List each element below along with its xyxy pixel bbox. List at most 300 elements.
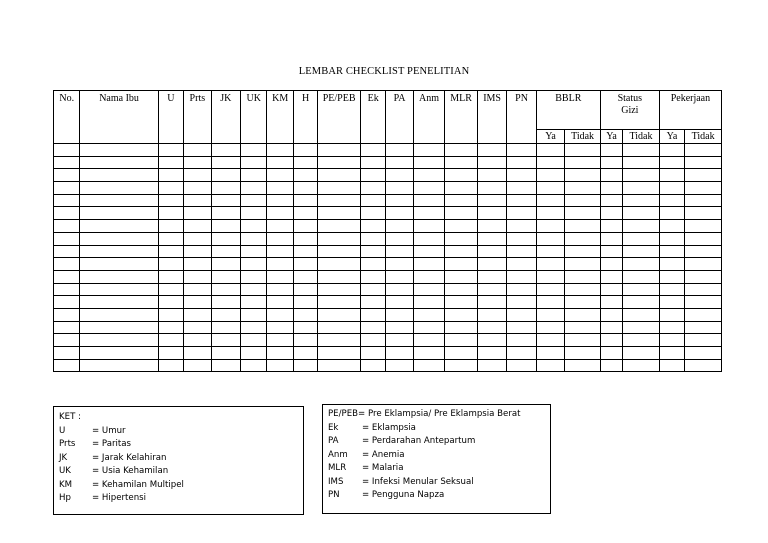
table-cell[interactable] — [507, 334, 536, 347]
table-cell[interactable] — [386, 283, 413, 296]
table-cell[interactable] — [445, 156, 478, 169]
table-cell[interactable] — [158, 347, 183, 360]
table-cell[interactable] — [685, 182, 722, 195]
table-cell[interactable] — [80, 283, 158, 296]
table-cell[interactable] — [267, 347, 293, 360]
table-cell[interactable] — [685, 194, 722, 207]
table-cell[interactable] — [623, 270, 660, 283]
table-cell[interactable] — [413, 207, 445, 220]
table-cell[interactable] — [158, 308, 183, 321]
table-cell[interactable] — [241, 347, 267, 360]
table-cell[interactable] — [685, 334, 722, 347]
table-cell[interactable] — [565, 220, 601, 233]
table-cell[interactable] — [445, 232, 478, 245]
table-cell[interactable] — [360, 245, 385, 258]
table-cell[interactable] — [445, 194, 478, 207]
table-cell[interactable] — [477, 296, 506, 309]
table-cell[interactable] — [507, 347, 536, 360]
table-cell[interactable] — [507, 359, 536, 372]
table-cell[interactable] — [293, 334, 317, 347]
table-cell[interactable] — [600, 207, 622, 220]
table-cell[interactable] — [293, 232, 317, 245]
table-cell[interactable] — [267, 156, 293, 169]
table-cell[interactable] — [158, 334, 183, 347]
table-cell[interactable] — [565, 194, 601, 207]
table-cell[interactable] — [659, 359, 684, 372]
table-cell[interactable] — [54, 270, 80, 283]
table-cell[interactable] — [536, 194, 564, 207]
table-cell[interactable] — [318, 245, 361, 258]
table-cell[interactable] — [477, 232, 506, 245]
table-cell[interactable] — [413, 194, 445, 207]
table-cell[interactable] — [293, 321, 317, 334]
table-cell[interactable] — [565, 283, 601, 296]
table-cell[interactable] — [659, 321, 684, 334]
table-cell[interactable] — [184, 232, 211, 245]
table-cell[interactable] — [413, 347, 445, 360]
table-cell[interactable] — [536, 258, 564, 271]
table-cell[interactable] — [158, 258, 183, 271]
table-cell[interactable] — [293, 359, 317, 372]
table-cell[interactable] — [267, 359, 293, 372]
table-cell[interactable] — [445, 308, 478, 321]
table-cell[interactable] — [211, 321, 240, 334]
table-cell[interactable] — [54, 283, 80, 296]
table-cell[interactable] — [386, 359, 413, 372]
table-cell[interactable] — [80, 194, 158, 207]
table-cell[interactable] — [360, 296, 385, 309]
table-cell[interactable] — [211, 169, 240, 182]
table-cell[interactable] — [386, 321, 413, 334]
table-cell[interactable] — [241, 156, 267, 169]
table-cell[interactable] — [80, 156, 158, 169]
table-cell[interactable] — [80, 144, 158, 157]
table-cell[interactable] — [318, 207, 361, 220]
table-cell[interactable] — [184, 308, 211, 321]
table-cell[interactable] — [507, 182, 536, 195]
table-cell[interactable] — [565, 182, 601, 195]
table-cell[interactable] — [360, 283, 385, 296]
table-cell[interactable] — [211, 347, 240, 360]
table-cell[interactable] — [158, 169, 183, 182]
table-cell[interactable] — [54, 359, 80, 372]
table-cell[interactable] — [659, 220, 684, 233]
table-cell[interactable] — [158, 144, 183, 157]
table-cell[interactable] — [360, 156, 385, 169]
table-cell[interactable] — [267, 207, 293, 220]
table-cell[interactable] — [158, 194, 183, 207]
table-cell[interactable] — [386, 144, 413, 157]
table-cell[interactable] — [80, 232, 158, 245]
table-cell[interactable] — [413, 334, 445, 347]
table-cell[interactable] — [536, 156, 564, 169]
table-cell[interactable] — [293, 144, 317, 157]
table-cell[interactable] — [360, 220, 385, 233]
table-cell[interactable] — [211, 194, 240, 207]
table-cell[interactable] — [318, 258, 361, 271]
table-cell[interactable] — [445, 220, 478, 233]
table-cell[interactable] — [318, 359, 361, 372]
table-cell[interactable] — [623, 156, 660, 169]
table-cell[interactable] — [565, 144, 601, 157]
table-cell[interactable] — [267, 182, 293, 195]
table-cell[interactable] — [360, 182, 385, 195]
table-cell[interactable] — [536, 270, 564, 283]
table-cell[interactable] — [54, 182, 80, 195]
table-cell[interactable] — [80, 245, 158, 258]
table-cell[interactable] — [386, 194, 413, 207]
table-cell[interactable] — [507, 169, 536, 182]
table-cell[interactable] — [158, 220, 183, 233]
table-cell[interactable] — [413, 308, 445, 321]
table-cell[interactable] — [267, 308, 293, 321]
table-cell[interactable] — [477, 194, 506, 207]
table-cell[interactable] — [477, 270, 506, 283]
table-cell[interactable] — [54, 220, 80, 233]
table-cell[interactable] — [600, 245, 622, 258]
table-cell[interactable] — [318, 194, 361, 207]
table-cell[interactable] — [386, 347, 413, 360]
table-cell[interactable] — [158, 232, 183, 245]
table-cell[interactable] — [54, 334, 80, 347]
table-cell[interactable] — [241, 144, 267, 157]
table-cell[interactable] — [184, 194, 211, 207]
table-cell[interactable] — [267, 321, 293, 334]
table-cell[interactable] — [536, 359, 564, 372]
table-cell[interactable] — [685, 347, 722, 360]
table-cell[interactable] — [507, 156, 536, 169]
table-cell[interactable] — [600, 144, 622, 157]
table-cell[interactable] — [158, 270, 183, 283]
table-cell[interactable] — [565, 347, 601, 360]
table-cell[interactable] — [445, 321, 478, 334]
table-cell[interactable] — [623, 182, 660, 195]
table-cell[interactable] — [536, 169, 564, 182]
table-cell[interactable] — [360, 194, 385, 207]
table-cell[interactable] — [360, 334, 385, 347]
table-cell[interactable] — [600, 296, 622, 309]
table-cell[interactable] — [211, 296, 240, 309]
table-cell[interactable] — [267, 232, 293, 245]
table-cell[interactable] — [293, 169, 317, 182]
table-cell[interactable] — [659, 144, 684, 157]
table-cell[interactable] — [565, 270, 601, 283]
table-cell[interactable] — [659, 207, 684, 220]
table-cell[interactable] — [659, 245, 684, 258]
table-cell[interactable] — [477, 258, 506, 271]
table-cell[interactable] — [386, 245, 413, 258]
table-cell[interactable] — [158, 156, 183, 169]
table-cell[interactable] — [241, 194, 267, 207]
table-cell[interactable] — [184, 334, 211, 347]
table-cell[interactable] — [211, 232, 240, 245]
table-cell[interactable] — [293, 308, 317, 321]
table-cell[interactable] — [413, 169, 445, 182]
table-cell[interactable] — [211, 283, 240, 296]
table-cell[interactable] — [267, 144, 293, 157]
table-cell[interactable] — [267, 194, 293, 207]
table-cell[interactable] — [600, 347, 622, 360]
table-cell[interactable] — [267, 258, 293, 271]
table-cell[interactable] — [211, 308, 240, 321]
table-cell[interactable] — [413, 220, 445, 233]
table-cell[interactable] — [659, 194, 684, 207]
table-cell[interactable] — [80, 359, 158, 372]
table-cell[interactable] — [623, 296, 660, 309]
table-cell[interactable] — [507, 144, 536, 157]
table-cell[interactable] — [360, 232, 385, 245]
table-cell[interactable] — [241, 169, 267, 182]
table-cell[interactable] — [507, 232, 536, 245]
table-cell[interactable] — [623, 220, 660, 233]
table-cell[interactable] — [507, 258, 536, 271]
table-cell[interactable] — [211, 258, 240, 271]
table-cell[interactable] — [685, 156, 722, 169]
table-cell[interactable] — [536, 321, 564, 334]
table-cell[interactable] — [158, 245, 183, 258]
table-cell[interactable] — [659, 169, 684, 182]
table-cell[interactable] — [477, 283, 506, 296]
table-cell[interactable] — [600, 182, 622, 195]
table-cell[interactable] — [293, 270, 317, 283]
table-cell[interactable] — [184, 169, 211, 182]
table-cell[interactable] — [184, 283, 211, 296]
table-cell[interactable] — [293, 296, 317, 309]
table-cell[interactable] — [507, 321, 536, 334]
table-cell[interactable] — [211, 270, 240, 283]
table-cell[interactable] — [685, 270, 722, 283]
table-cell[interactable] — [184, 156, 211, 169]
table-cell[interactable] — [318, 182, 361, 195]
table-cell[interactable] — [685, 283, 722, 296]
table-cell[interactable] — [445, 270, 478, 283]
table-cell[interactable] — [536, 220, 564, 233]
table-cell[interactable] — [184, 296, 211, 309]
table-cell[interactable] — [536, 245, 564, 258]
table-cell[interactable] — [184, 220, 211, 233]
table-cell[interactable] — [241, 182, 267, 195]
table-cell[interactable] — [565, 359, 601, 372]
table-cell[interactable] — [507, 207, 536, 220]
table-cell[interactable] — [158, 359, 183, 372]
table-cell[interactable] — [600, 169, 622, 182]
table-cell[interactable] — [158, 321, 183, 334]
table-cell[interactable] — [80, 308, 158, 321]
table-cell[interactable] — [659, 283, 684, 296]
table-cell[interactable] — [565, 232, 601, 245]
table-cell[interactable] — [158, 207, 183, 220]
table-cell[interactable] — [445, 245, 478, 258]
table-cell[interactable] — [386, 169, 413, 182]
table-cell[interactable] — [54, 232, 80, 245]
table-cell[interactable] — [600, 359, 622, 372]
table-cell[interactable] — [565, 156, 601, 169]
table-cell[interactable] — [600, 220, 622, 233]
table-cell[interactable] — [685, 258, 722, 271]
table-cell[interactable] — [413, 258, 445, 271]
table-cell[interactable] — [477, 308, 506, 321]
table-cell[interactable] — [386, 296, 413, 309]
table-cell[interactable] — [600, 321, 622, 334]
table-cell[interactable] — [267, 169, 293, 182]
table-cell[interactable] — [318, 321, 361, 334]
table-cell[interactable] — [386, 334, 413, 347]
table-cell[interactable] — [360, 321, 385, 334]
table-cell[interactable] — [318, 220, 361, 233]
table-cell[interactable] — [507, 194, 536, 207]
table-cell[interactable] — [158, 296, 183, 309]
table-cell[interactable] — [623, 207, 660, 220]
table-cell[interactable] — [360, 359, 385, 372]
table-cell[interactable] — [54, 144, 80, 157]
table-cell[interactable] — [477, 347, 506, 360]
table-cell[interactable] — [536, 207, 564, 220]
table-cell[interactable] — [623, 321, 660, 334]
table-cell[interactable] — [659, 232, 684, 245]
table-cell[interactable] — [211, 220, 240, 233]
table-cell[interactable] — [536, 283, 564, 296]
table-cell[interactable] — [413, 144, 445, 157]
table-cell[interactable] — [507, 296, 536, 309]
table-cell[interactable] — [477, 321, 506, 334]
table-cell[interactable] — [659, 296, 684, 309]
table-cell[interactable] — [623, 359, 660, 372]
table-cell[interactable] — [413, 270, 445, 283]
table-cell[interactable] — [685, 232, 722, 245]
table-cell[interactable] — [623, 347, 660, 360]
table-cell[interactable] — [80, 169, 158, 182]
table-cell[interactable] — [293, 156, 317, 169]
table-cell[interactable] — [360, 169, 385, 182]
table-cell[interactable] — [293, 194, 317, 207]
table-cell[interactable] — [536, 347, 564, 360]
table-cell[interactable] — [413, 359, 445, 372]
table-cell[interactable] — [241, 359, 267, 372]
table-cell[interactable] — [54, 296, 80, 309]
table-cell[interactable] — [184, 359, 211, 372]
table-cell[interactable] — [445, 207, 478, 220]
table-cell[interactable] — [445, 258, 478, 271]
table-cell[interactable] — [536, 334, 564, 347]
table-cell[interactable] — [445, 144, 478, 157]
table-cell[interactable] — [318, 334, 361, 347]
table-cell[interactable] — [80, 321, 158, 334]
table-cell[interactable] — [565, 169, 601, 182]
table-cell[interactable] — [386, 258, 413, 271]
table-cell[interactable] — [685, 308, 722, 321]
table-cell[interactable] — [445, 296, 478, 309]
table-cell[interactable] — [623, 283, 660, 296]
table-cell[interactable] — [685, 169, 722, 182]
table-cell[interactable] — [536, 232, 564, 245]
table-cell[interactable] — [184, 258, 211, 271]
table-cell[interactable] — [477, 245, 506, 258]
table-cell[interactable] — [241, 245, 267, 258]
table-cell[interactable] — [685, 144, 722, 157]
table-cell[interactable] — [318, 296, 361, 309]
table-cell[interactable] — [386, 182, 413, 195]
table-cell[interactable] — [477, 334, 506, 347]
table-cell[interactable] — [685, 296, 722, 309]
table-cell[interactable] — [80, 207, 158, 220]
table-cell[interactable] — [267, 334, 293, 347]
table-cell[interactable] — [623, 194, 660, 207]
table-cell[interactable] — [445, 347, 478, 360]
table-cell[interactable] — [623, 334, 660, 347]
table-cell[interactable] — [445, 334, 478, 347]
table-cell[interactable] — [293, 207, 317, 220]
table-cell[interactable] — [241, 258, 267, 271]
table-cell[interactable] — [267, 296, 293, 309]
table-cell[interactable] — [507, 283, 536, 296]
table-cell[interactable] — [536, 296, 564, 309]
table-cell[interactable] — [507, 245, 536, 258]
table-cell[interactable] — [184, 321, 211, 334]
table-cell[interactable] — [360, 270, 385, 283]
table-cell[interactable] — [536, 182, 564, 195]
table-cell[interactable] — [318, 308, 361, 321]
table-cell[interactable] — [477, 207, 506, 220]
table-cell[interactable] — [623, 308, 660, 321]
table-cell[interactable] — [600, 308, 622, 321]
table-cell[interactable] — [565, 308, 601, 321]
table-cell[interactable] — [565, 258, 601, 271]
table-cell[interactable] — [477, 359, 506, 372]
table-cell[interactable] — [413, 296, 445, 309]
table-cell[interactable] — [413, 182, 445, 195]
table-cell[interactable] — [659, 156, 684, 169]
table-cell[interactable] — [318, 232, 361, 245]
table-cell[interactable] — [413, 245, 445, 258]
table-cell[interactable] — [360, 308, 385, 321]
table-cell[interactable] — [659, 334, 684, 347]
table-cell[interactable] — [54, 308, 80, 321]
table-cell[interactable] — [54, 156, 80, 169]
table-cell[interactable] — [360, 144, 385, 157]
table-cell[interactable] — [565, 296, 601, 309]
table-cell[interactable] — [318, 169, 361, 182]
table-cell[interactable] — [477, 220, 506, 233]
table-cell[interactable] — [184, 347, 211, 360]
table-cell[interactable] — [565, 245, 601, 258]
table-cell[interactable] — [386, 156, 413, 169]
table-cell[interactable] — [623, 245, 660, 258]
table-cell[interactable] — [386, 308, 413, 321]
table-cell[interactable] — [184, 270, 211, 283]
table-cell[interactable] — [211, 334, 240, 347]
table-cell[interactable] — [211, 156, 240, 169]
table-cell[interactable] — [184, 182, 211, 195]
table-cell[interactable] — [360, 258, 385, 271]
table-cell[interactable] — [413, 321, 445, 334]
table-cell[interactable] — [241, 270, 267, 283]
table-cell[interactable] — [659, 182, 684, 195]
table-cell[interactable] — [54, 245, 80, 258]
table-cell[interactable] — [536, 144, 564, 157]
table-cell[interactable] — [536, 308, 564, 321]
table-cell[interactable] — [267, 283, 293, 296]
table-cell[interactable] — [267, 245, 293, 258]
table-cell[interactable] — [241, 321, 267, 334]
table-cell[interactable] — [659, 258, 684, 271]
table-cell[interactable] — [318, 156, 361, 169]
table-cell[interactable] — [685, 359, 722, 372]
table-cell[interactable] — [184, 144, 211, 157]
table-cell[interactable] — [623, 144, 660, 157]
table-cell[interactable] — [386, 207, 413, 220]
table-cell[interactable] — [565, 207, 601, 220]
table-cell[interactable] — [360, 207, 385, 220]
